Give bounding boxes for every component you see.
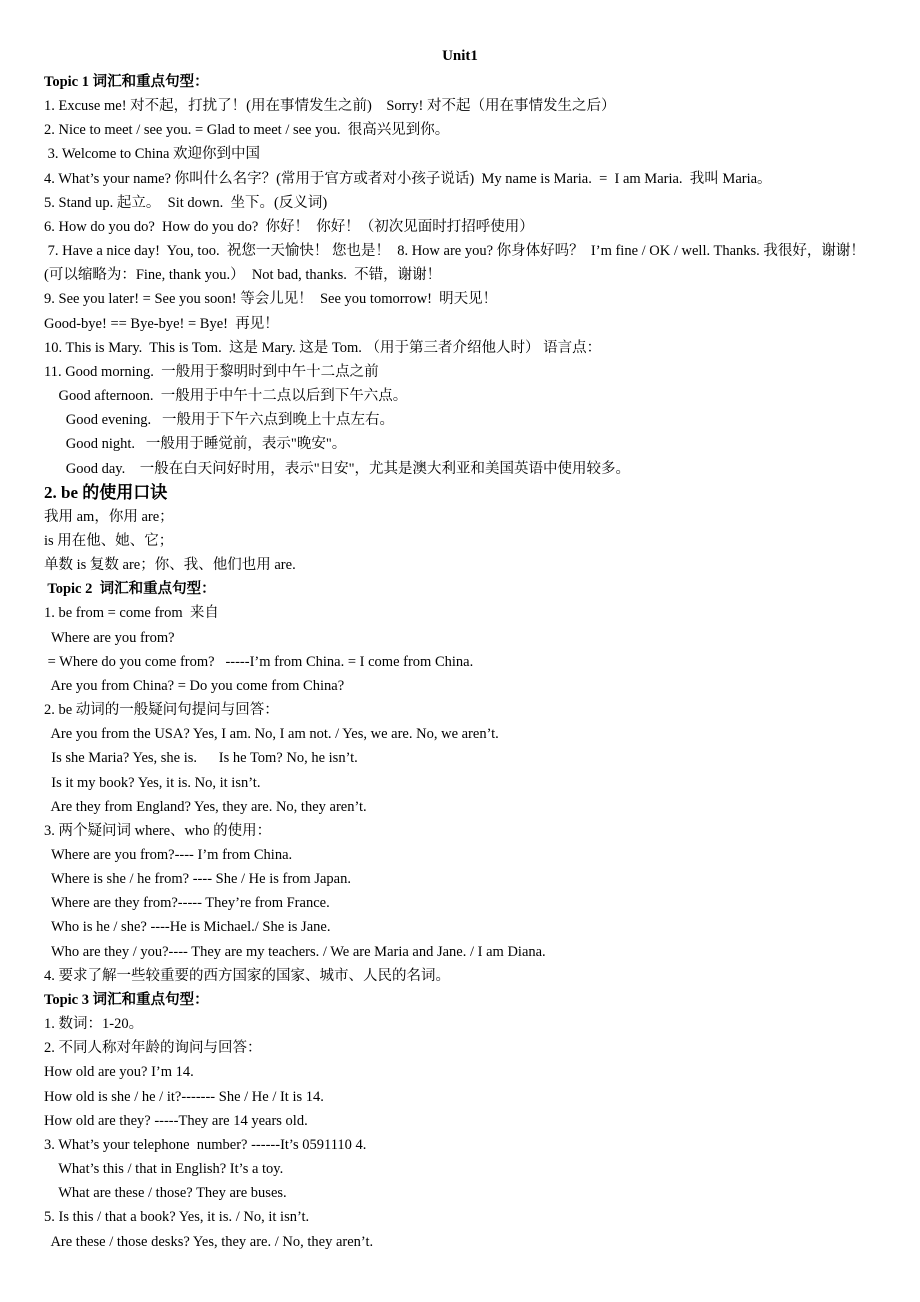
text-line: Are you from the USA? Yes, I am. No, I am not. / Yes, we are. No, we aren’t.	[44, 726, 499, 743]
text-line: 10. This is Mary. This is Tom. 这是 Mary. 这是 Tom. （用于第三者介绍他人时） 语言点：	[44, 339, 602, 356]
text-line: 4. 要求了解一些较重要的西方国家的国家、城市、人民的名词。	[44, 967, 450, 984]
text-line: Good day. 一般在白天问好时用，表示"日安"，尤其是澳大利亚和美国英语中使用较多。	[44, 460, 631, 477]
text-line: How old are they? -----They are 14 years old.	[44, 1112, 308, 1129]
text-line: What are these / those? They are buses.	[44, 1185, 287, 1202]
text-line: is 用在他、她、它；	[44, 532, 174, 549]
text-line: 单数 is 复数 are；你、我、他们也用 are.	[44, 557, 296, 574]
text-line: 3. Welcome to China 欢迎你到中国	[44, 146, 261, 163]
text-line: Where are they from?----- They’re from France.	[44, 895, 330, 912]
section-heading: Topic 3 词汇和重点句型：	[44, 991, 209, 1008]
text-line: Who are they / you?---- They are my teachers. / We are Maria and Jane. / I am Diana.	[44, 943, 546, 960]
text-line: 4. What’s your name? 你叫什么名字？(常用于官方或者对小孩子说话) My name is Maria. = I am Maria. 我叫 Maria。	[44, 170, 772, 187]
text-line: Is it my book? Yes, it is. No, it isn’t.	[44, 774, 261, 791]
text-line: Is she Maria? Yes, she is. Is he Tom? No, he isn’t.	[44, 750, 358, 767]
subsection-heading: 2. be 的使用口诀	[44, 482, 168, 502]
text-line: Good evening. 一般用于下午六点到晚上十点左右。	[44, 412, 394, 429]
text-line: Where are you from?---- I’m from China.	[44, 847, 293, 863]
section-heading: Topic 1 词汇和重点句型：	[44, 74, 209, 90]
text-line: 5. Stand up. 起立。 Sit down. 坐下。(反义词)	[44, 194, 328, 211]
text-line: Where is she / he from? ---- She / He is from Japan.	[44, 871, 351, 888]
text-line: 3. 两个疑问词 where、who 的使用：	[44, 822, 272, 839]
text-line: 6. How do you do? How do you do? 你好！ 你好！（初次见面时打招呼使用）	[44, 218, 534, 235]
text-line: 5. Is this / that a book? Yes, it is. / No, it isn’t.	[44, 1209, 310, 1226]
text-line: = Where do you come from? -----I’m from China. = I come from China.	[44, 653, 474, 670]
text-line: 1. Excuse me! 对不起，打扰了！(用在事情发生之前) Sorry! 对不起（用在事情发生之后）	[44, 98, 616, 115]
text-line: 1. be from = come from 来自	[44, 605, 219, 622]
text-line: Are these / those desks? Yes, they are. / No, they aren’t.	[44, 1233, 374, 1250]
text-line: What’s this / that in English? It’s a toy.	[44, 1161, 284, 1178]
text-line: Good afternoon. 一般用于中午十二点以后到下午六点。	[44, 388, 408, 405]
text-line: How old are you? I’m 14.	[44, 1064, 194, 1081]
text-line: Are you from China? = Do you come from China?	[44, 677, 345, 694]
document-body	[44, 70, 884, 1254]
text-line: How old is she / he / it?------- She / He / It is 14.	[44, 1088, 324, 1105]
text-line: Are they from England? Yes, they are. No, they aren’t.	[44, 798, 367, 815]
section-heading: Topic 2 词汇和重点句型：	[44, 581, 216, 598]
text-line: 7. Have a nice day! You, too. 祝您一天愉快！ 您也是！ 8. How are you? 你身体好吗？ I’m fine / OK / well. Thanks. 我很好，谢谢！(可以缩略为：Fine, thank you.） Not bad, thanks. 不错，谢谢！	[44, 243, 865, 284]
text-line: 3. What’s your telephone number? ------It’s 0591110 4.	[44, 1136, 367, 1153]
page-title: Unit1	[442, 48, 478, 64]
text-line: 我用 am，你用 are；	[44, 508, 174, 525]
text-line: Where are you from?	[44, 629, 175, 646]
text-line: 2. Nice to meet / see you. = Glad to meet / see you. 很高兴见到你。	[44, 122, 450, 139]
text-line: 2. 不同人称对年龄的询问与回答：	[44, 1040, 262, 1057]
text-line: Good night. 一般用于睡觉前，表示"晚安"。	[44, 436, 347, 453]
text-line: Good-bye! == Bye-bye! = Bye! 再见！	[44, 315, 279, 332]
text-line: 11. Good morning. 一般用于黎明时到中午十二点之前	[44, 363, 379, 380]
text-line: 1. 数词：1-20。	[44, 1016, 144, 1033]
text-line: 2. be 动词的一般疑问句提问与回答：	[44, 702, 279, 719]
text-line: Who is he / she? ----He is Michael./ She is Jane.	[44, 919, 331, 936]
text-line: 9. See you later! = See you soon! 等会儿见！ See you tomorrow! 明天见！	[44, 291, 498, 308]
